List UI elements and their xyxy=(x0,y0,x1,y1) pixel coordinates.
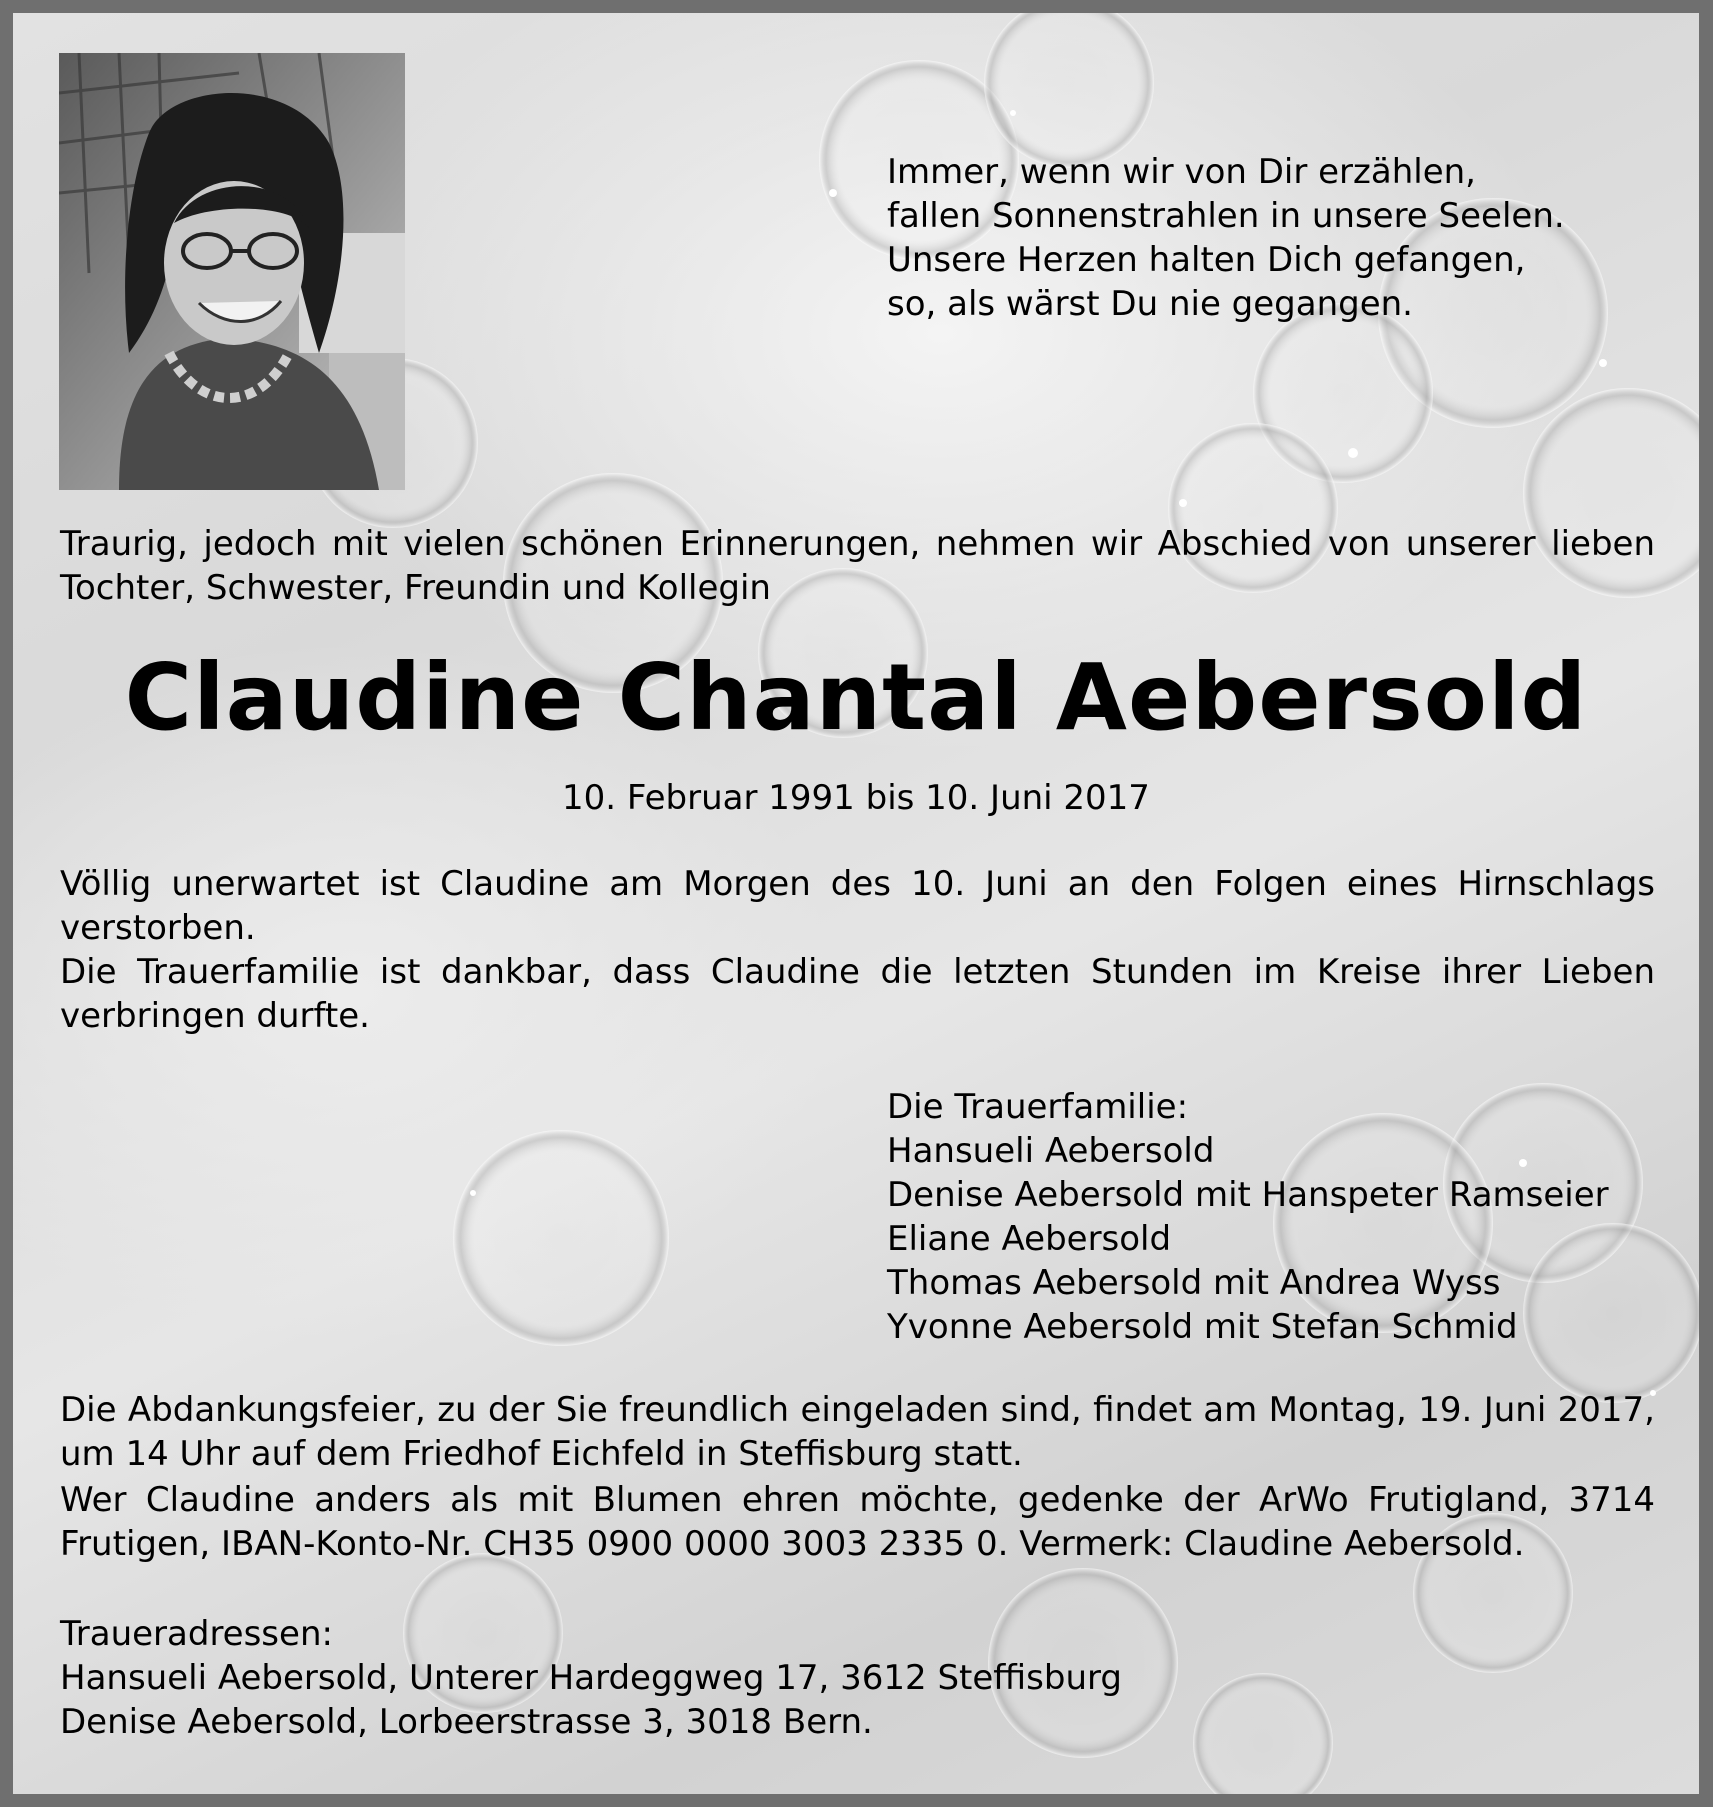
death-paragraph: Die Trauerfamilie ist dankbar, dass Claudine die letzten Stunden im Kreise ihrer Lieben verbringen durfte. xyxy=(60,952,1655,1036)
address-line: Hansueli Aebersold, Unterer Hardeggweg 17, 3612 Steffisburg xyxy=(60,1658,1122,1698)
family-member: Eliane Aebersold xyxy=(887,1219,1172,1259)
poem xyxy=(887,150,1647,326)
family-heading: Die Trauerfamilie: xyxy=(887,1087,1189,1127)
ceremony-text: Die Abdankungsfeier, zu der Sie freundlich eingeladen sind, findet am Montag, 19. Juni 2017, um 14 Uhr auf dem Friedhof Eichfeld in Steffisburg statt. xyxy=(60,1390,1655,1474)
death-announcement xyxy=(60,862,1655,1038)
portrait-illustration xyxy=(59,53,405,490)
life-dates: 10. Februar 1991 bis 10. Juni 2017 xyxy=(562,778,1150,818)
family-list xyxy=(887,1085,1609,1349)
donation-text: Wer Claudine anders als mit Blumen ehren möchte, gedenke der ArWo Frutigland, 3714 Frutigen, IBAN-Konto-Nr. CH35 0900 0000 3003 2335 0. Vermerk: Claudine Aebersold. xyxy=(60,1480,1655,1564)
poem-line: fallen Sonnenstrahlen in unsere Seelen. xyxy=(887,196,1565,236)
ceremony-info xyxy=(60,1388,1655,1476)
family-member: Yvonne Aebersold mit Stefan Schmid xyxy=(887,1307,1518,1347)
deceased-name: Claudine Chantal Aebersold xyxy=(124,644,1588,751)
poem-line: Immer, wenn wir von Dir erzählen, xyxy=(887,152,1476,192)
family-member: Thomas Aebersold mit Andrea Wyss xyxy=(887,1263,1501,1303)
family-member: Hansueli Aebersold xyxy=(887,1131,1215,1171)
portrait-photo xyxy=(59,53,405,490)
intro-text: Traurig, jedoch mit vielen schönen Erinnerungen, nehmen wir Abschied von unserer lieben Tochter, Schwester, Freundin und Kollegin xyxy=(60,524,1655,608)
poem-line: Unsere Herzen halten Dich gefangen, xyxy=(887,240,1526,280)
addresses-heading: Traueradressen: xyxy=(60,1614,333,1654)
poem-line: so, als wärst Du nie gegangen. xyxy=(887,284,1413,324)
address-line: Denise Aebersold, Lorbeerstrasse 3, 3018 Bern. xyxy=(60,1702,873,1742)
donation-info xyxy=(60,1478,1655,1566)
mourning-addresses xyxy=(60,1612,1122,1744)
obituary-notice xyxy=(13,13,1699,1794)
death-paragraph: Völlig unerwartet ist Claudine am Morgen des 10. Juni an den Folgen eines Hirnschlags verstorben. xyxy=(60,864,1655,948)
family-member: Denise Aebersold mit Hanspeter Ramseier xyxy=(887,1175,1609,1215)
